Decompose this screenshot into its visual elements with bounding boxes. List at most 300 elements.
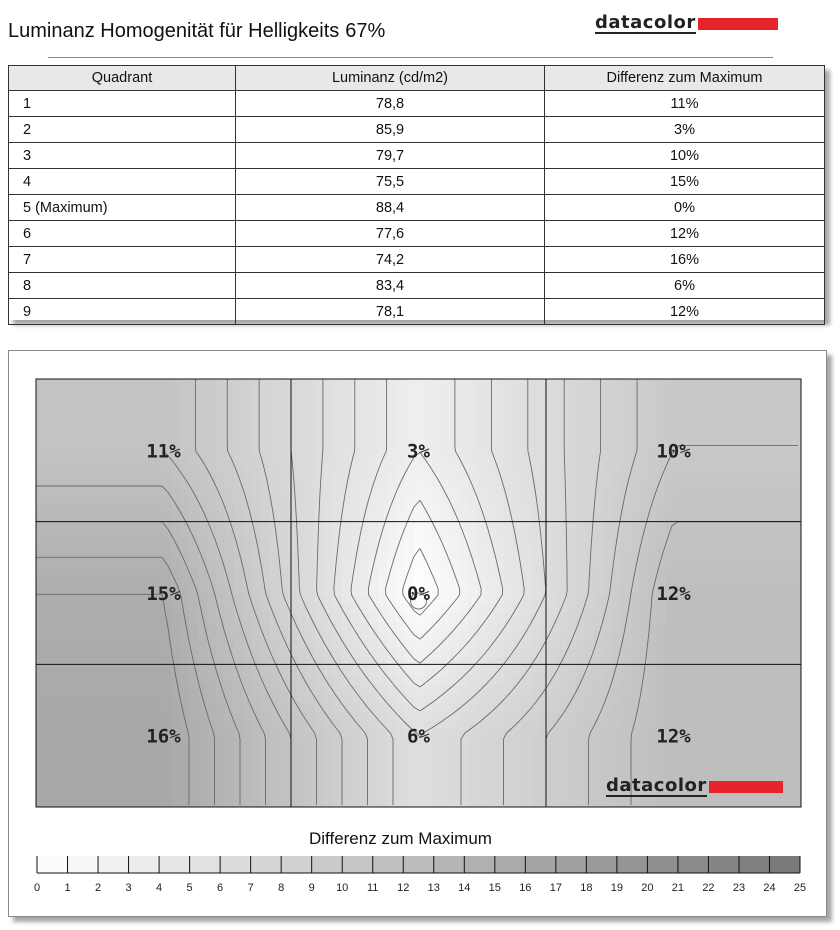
heatmap-pixel <box>333 613 343 623</box>
heatmap-pixel <box>54 487 64 497</box>
legend-tick-label: 0 <box>33 882 41 894</box>
heatmap-pixel <box>513 469 523 479</box>
legend-tick-label: 18 <box>580 882 593 894</box>
heatmap-pixel <box>414 694 424 704</box>
heatmap-pixel <box>459 775 469 785</box>
heatmap-pixel <box>81 613 91 623</box>
heatmap-pixel <box>99 694 109 704</box>
heatmap-pixel <box>252 631 262 641</box>
heatmap-pixel <box>171 424 181 434</box>
legend-swatch <box>556 856 587 873</box>
heatmap-pixel <box>783 604 793 614</box>
heatmap-pixel <box>99 775 109 785</box>
heatmap-pixel <box>135 721 145 731</box>
heatmap-pixel <box>450 793 460 803</box>
heatmap-pixel <box>189 388 199 398</box>
heatmap-pixel <box>702 703 712 713</box>
heatmap-pixel <box>180 793 190 803</box>
heatmap-pixel <box>666 667 676 677</box>
heatmap-pixel <box>306 577 316 587</box>
heatmap-pixel <box>45 703 55 713</box>
heatmap-pixel <box>513 379 523 389</box>
heatmap-pixel <box>738 415 748 425</box>
heatmap-pixel <box>792 406 802 416</box>
heatmap-pixel <box>342 433 352 443</box>
heatmap-pixel <box>414 532 424 542</box>
heatmap-pixel <box>360 424 370 434</box>
heatmap-pixel <box>441 676 451 686</box>
heatmap-pixel <box>756 730 766 740</box>
heatmap-pixel <box>549 739 559 749</box>
heatmap-pixel <box>135 397 145 407</box>
heatmap-pixel <box>729 667 739 677</box>
heatmap-pixel <box>225 721 235 731</box>
heatmap-pixel <box>396 451 406 461</box>
heatmap-pixel <box>585 505 595 515</box>
heatmap-pixel <box>108 604 118 614</box>
heatmap-pixel <box>342 748 352 758</box>
heatmap-pixel <box>360 442 370 452</box>
heatmap-pixel <box>153 757 163 767</box>
heatmap-pixel <box>711 559 721 569</box>
heatmap-pixel <box>180 721 190 731</box>
title-text: Luminanz Homogenität für Helligkeits <box>8 20 340 42</box>
heatmap-pixel <box>720 559 730 569</box>
heatmap-pixel <box>270 469 280 479</box>
heatmap-pixel <box>783 433 793 443</box>
heatmap-pixel <box>720 460 730 470</box>
heatmap-pixel <box>180 622 190 632</box>
heatmap-pixel <box>540 721 550 731</box>
heatmap-pixel <box>738 622 748 632</box>
heatmap-pixel <box>693 406 703 416</box>
heatmap-pixel <box>252 649 262 659</box>
heatmap-pixel <box>333 640 343 650</box>
heatmap-pixel <box>639 739 649 749</box>
heatmap-pixel <box>594 577 604 587</box>
heatmap-pixel <box>45 505 55 515</box>
heatmap-pixel <box>468 460 478 470</box>
heatmap-pixel <box>252 640 262 650</box>
heatmap-pixel <box>747 532 757 542</box>
heatmap-pixel <box>315 613 325 623</box>
heatmap-pixel <box>756 541 766 551</box>
heatmap-pixel <box>180 667 190 677</box>
heatmap-pixel <box>729 478 739 488</box>
heatmap-pixel <box>567 658 577 668</box>
heatmap-pixel <box>189 397 199 407</box>
heatmap-pixel <box>666 505 676 515</box>
heatmap-pixel <box>252 397 262 407</box>
heatmap-pixel <box>342 415 352 425</box>
heatmap-pixel <box>666 703 676 713</box>
heatmap-pixel <box>270 595 280 605</box>
heatmap-pixel <box>738 397 748 407</box>
heatmap-pixel <box>126 559 136 569</box>
heatmap-pixel <box>603 379 613 389</box>
heatmap-pixel <box>531 595 541 605</box>
heatmap-pixel <box>423 613 433 623</box>
heatmap-pixel <box>522 784 532 794</box>
heatmap-pixel <box>54 604 64 614</box>
heatmap-pixel <box>126 487 136 497</box>
heatmap-pixel <box>261 442 271 452</box>
heatmap-pixel <box>432 496 442 506</box>
heatmap-pixel <box>261 541 271 551</box>
heatmap-pixel <box>99 649 109 659</box>
heatmap-pixel <box>243 757 253 767</box>
heatmap-pixel <box>459 676 469 686</box>
heatmap-pixel <box>540 676 550 686</box>
heatmap-pixel <box>720 388 730 398</box>
heatmap-pixel <box>504 694 514 704</box>
heatmap-pixel <box>684 694 694 704</box>
heatmap-pixel <box>675 541 685 551</box>
heatmap-pixel <box>387 766 397 776</box>
heatmap-pixel <box>783 685 793 695</box>
heatmap-pixel <box>693 442 703 452</box>
heatmap-pixel <box>630 658 640 668</box>
heatmap-pixel <box>234 568 244 578</box>
heatmap-pixel <box>612 730 622 740</box>
heatmap-pixel <box>414 640 424 650</box>
heatmap-pixel <box>297 523 307 533</box>
heatmap-pixel <box>90 793 100 803</box>
heatmap-pixel <box>576 676 586 686</box>
heatmap-pixel <box>684 703 694 713</box>
heatmap-pixel <box>729 559 739 569</box>
heatmap-pixel <box>252 739 262 749</box>
heatmap-pixel <box>261 505 271 515</box>
heatmap-pixel <box>495 694 505 704</box>
heatmap-pixel <box>513 613 523 623</box>
heatmap-pixel <box>549 622 559 632</box>
heatmap-pixel <box>396 712 406 722</box>
heatmap-pixel <box>738 433 748 443</box>
heatmap-pixel <box>369 406 379 416</box>
heatmap-pixel <box>144 496 154 506</box>
heatmap-pixel <box>189 685 199 695</box>
heatmap-pixel <box>729 586 739 596</box>
heatmap-pixel <box>36 595 46 605</box>
heatmap-pixel <box>774 694 784 704</box>
heatmap-pixel <box>702 721 712 731</box>
heatmap-pixel <box>522 568 532 578</box>
heatmap-pixel <box>675 757 685 767</box>
heatmap-pixel <box>693 532 703 542</box>
heatmap-pixel <box>756 532 766 542</box>
heatmap-pixel <box>90 460 100 470</box>
cell-value-label: 6% <box>407 725 430 748</box>
heatmap-pixel <box>135 523 145 533</box>
heatmap-pixel <box>162 757 172 767</box>
heatmap-pixel <box>306 550 316 560</box>
heatmap-pixel <box>297 532 307 542</box>
heatmap-pixel <box>495 523 505 533</box>
heatmap-pixel <box>765 640 775 650</box>
heatmap-pixel <box>531 712 541 722</box>
heatmap-pixel <box>729 604 739 614</box>
heatmap-pixel <box>468 748 478 758</box>
heatmap-pixel <box>135 622 145 632</box>
heatmap-pixel <box>531 766 541 776</box>
heatmap-pixel <box>585 460 595 470</box>
heatmap-pixel <box>288 550 298 560</box>
heatmap-pixel <box>522 478 532 488</box>
legend-tick-label: 2 <box>94 882 102 894</box>
heatmap-pixel <box>576 415 586 425</box>
heatmap-pixel <box>441 460 451 470</box>
heatmap-pixel <box>576 604 586 614</box>
heatmap-pixel <box>369 442 379 452</box>
heatmap-pixel <box>720 640 730 650</box>
heatmap-pixel <box>504 667 514 677</box>
heatmap-pixel <box>81 523 91 533</box>
heatmap-pixel <box>126 766 136 776</box>
heatmap-pixel <box>72 442 82 452</box>
heatmap-pixel <box>513 496 523 506</box>
heatmap-pixel <box>792 721 802 731</box>
heatmap-pixel <box>108 415 118 425</box>
heatmap-pixel <box>72 532 82 542</box>
heatmap-pixel <box>450 469 460 479</box>
heatmap-pixel <box>648 604 658 614</box>
heatmap-pixel <box>342 541 352 551</box>
heatmap-pixel <box>450 775 460 785</box>
heatmap-pixel <box>126 694 136 704</box>
heatmap-pixel <box>630 595 640 605</box>
table-row <box>9 91 825 117</box>
heatmap-pixel <box>270 784 280 794</box>
heatmap-pixel <box>738 505 748 515</box>
heatmap-pixel <box>378 550 388 560</box>
heatmap-pixel <box>342 451 352 461</box>
heatmap-pixel <box>576 649 586 659</box>
heatmap-pixel <box>117 775 127 785</box>
heatmap-pixel <box>450 550 460 560</box>
heatmap-pixel <box>783 775 793 785</box>
heatmap-pixel <box>792 469 802 479</box>
heatmap-pixel <box>594 424 604 434</box>
heatmap-pixel <box>648 478 658 488</box>
heatmap-pixel <box>351 640 361 650</box>
heatmap-pixel <box>45 730 55 740</box>
heatmap-pixel <box>36 712 46 722</box>
heatmap-pixel <box>396 793 406 803</box>
heatmap-pixel <box>477 424 487 434</box>
heatmap-pixel <box>504 415 514 425</box>
heatmap-pixel <box>153 775 163 785</box>
heatmap-pixel <box>693 622 703 632</box>
heatmap-pixel <box>423 388 433 398</box>
heatmap-pixel <box>513 550 523 560</box>
heatmap-pixel <box>135 757 145 767</box>
heatmap-pixel <box>540 748 550 758</box>
heatmap-pixel <box>135 649 145 659</box>
heatmap-pixel <box>198 379 208 389</box>
heatmap-pixel <box>144 694 154 704</box>
heatmap-pixel <box>333 784 343 794</box>
heatmap-pixel <box>90 703 100 713</box>
heatmap-pixel <box>270 757 280 767</box>
heatmap-pixel <box>747 640 757 650</box>
heatmap-pixel <box>540 622 550 632</box>
heatmap-pixel <box>765 568 775 578</box>
heatmap-pixel <box>513 739 523 749</box>
heatmap-pixel <box>189 775 199 785</box>
heatmap-pixel <box>657 487 667 497</box>
heatmap-pixel <box>657 712 667 722</box>
heatmap-pixel <box>72 451 82 461</box>
heatmap-pixel <box>576 460 586 470</box>
heatmap-pixel <box>729 397 739 407</box>
heatmap-pixel <box>135 505 145 515</box>
heatmap-pixel <box>792 748 802 758</box>
heatmap-pixel <box>396 640 406 650</box>
heatmap-pixel <box>522 505 532 515</box>
heatmap-pixel <box>540 379 550 389</box>
heatmap-pixel <box>261 478 271 488</box>
heatmap-pixel <box>747 766 757 776</box>
heatmap-pixel <box>783 649 793 659</box>
heatmap-pixel <box>432 586 442 596</box>
heatmap-pixel <box>702 406 712 416</box>
heatmap-pixel <box>198 784 208 794</box>
heatmap-pixel <box>783 505 793 515</box>
heatmap-pixel <box>477 730 487 740</box>
heatmap-pixel <box>324 424 334 434</box>
heatmap-pixel <box>657 622 667 632</box>
heatmap-pixel <box>153 559 163 569</box>
heatmap-pixel <box>45 640 55 650</box>
heatmap-pixel <box>603 721 613 731</box>
heatmap-pixel <box>135 424 145 434</box>
heatmap-pixel <box>36 505 46 515</box>
heatmap-pixel <box>243 460 253 470</box>
heatmap-pixel <box>729 748 739 758</box>
heatmap-pixel <box>36 703 46 713</box>
cell-luminance: 88,4 <box>236 195 545 221</box>
heatmap-pixel <box>675 469 685 479</box>
heatmap-pixel <box>36 442 46 452</box>
heatmap-pixel <box>396 775 406 785</box>
heatmap-pixel <box>99 703 109 713</box>
heatmap-pixel <box>288 487 298 497</box>
heatmap-pixel <box>729 649 739 659</box>
heatmap-pixel <box>504 424 514 434</box>
heatmap-pixel <box>126 550 136 560</box>
heatmap-pixel <box>747 595 757 605</box>
heatmap-pixel <box>702 685 712 695</box>
heatmap-pixel <box>729 379 739 389</box>
heatmap-pixel <box>720 739 730 749</box>
heatmap-pixel <box>171 712 181 722</box>
heatmap-pixel <box>81 604 91 614</box>
heatmap-pixel <box>774 721 784 731</box>
heatmap-pixel <box>765 694 775 704</box>
heatmap-pixel <box>99 397 109 407</box>
cell-luminance: 78,1 <box>236 299 545 325</box>
brightness-value: 67% <box>345 20 386 42</box>
heatmap-pixel <box>81 766 91 776</box>
heatmap-pixel <box>765 379 775 389</box>
heatmap-pixel <box>216 586 226 596</box>
heatmap-pixel <box>234 496 244 506</box>
heatmap-pixel <box>513 532 523 542</box>
heatmap-pixel <box>315 460 325 470</box>
heatmap-pixel <box>756 676 766 686</box>
heatmap-pixel <box>675 415 685 425</box>
heatmap-pixel <box>405 424 415 434</box>
heatmap-pixel <box>432 739 442 749</box>
heatmap-pixel <box>549 757 559 767</box>
heatmap-pixel <box>117 739 127 749</box>
heatmap-pixel <box>729 685 739 695</box>
heatmap-pixel <box>225 388 235 398</box>
heatmap-pixel <box>648 631 658 641</box>
heatmap-pixel <box>522 469 532 479</box>
heatmap-pixel <box>783 550 793 560</box>
heatmap-pixel <box>756 712 766 722</box>
heatmap-pixel <box>693 631 703 641</box>
heatmap-pixel <box>108 595 118 605</box>
heatmap-pixel <box>288 424 298 434</box>
heatmap-pixel <box>171 757 181 767</box>
heatmap-pixel <box>207 766 217 776</box>
heatmap-pixel <box>792 451 802 461</box>
heatmap-pixel <box>468 442 478 452</box>
heatmap-pixel <box>153 604 163 614</box>
heatmap-pixel <box>351 685 361 695</box>
heatmap-pixel <box>666 757 676 767</box>
heatmap-pixel <box>738 424 748 434</box>
heatmap-pixel <box>783 694 793 704</box>
heatmap-pixel <box>261 712 271 722</box>
heatmap-pixel <box>144 406 154 416</box>
heatmap-pixel <box>135 739 145 749</box>
heatmap-pixel <box>180 442 190 452</box>
heatmap-pixel <box>324 523 334 533</box>
heatmap-pixel <box>288 775 298 785</box>
heatmap-pixel <box>765 577 775 587</box>
heatmap-pixel <box>261 649 271 659</box>
heatmap-pixel <box>144 640 154 650</box>
heatmap-pixel <box>639 397 649 407</box>
heatmap-pixel <box>792 784 802 794</box>
heatmap-pixel <box>234 433 244 443</box>
heatmap-pixel <box>522 424 532 434</box>
heatmap-pixel <box>297 649 307 659</box>
heatmap-pixel <box>459 460 469 470</box>
heatmap-pixel <box>414 487 424 497</box>
heatmap-pixel <box>567 730 577 740</box>
heatmap-pixel <box>522 451 532 461</box>
heatmap-pixel <box>279 478 289 488</box>
heatmap-pixel <box>756 469 766 479</box>
heatmap-pixel <box>360 415 370 425</box>
heatmap-pixel <box>108 685 118 695</box>
legend-swatch <box>312 856 343 873</box>
heatmap-pixel <box>144 775 154 785</box>
heatmap-pixel <box>549 748 559 758</box>
heatmap-pixel <box>522 559 532 569</box>
heatmap-pixel <box>441 505 451 515</box>
legend-swatch <box>769 856 800 873</box>
heatmap-pixel <box>495 424 505 434</box>
heatmap-pixel <box>594 595 604 605</box>
heatmap-pixel <box>729 757 739 767</box>
heatmap-pixel <box>369 766 379 776</box>
